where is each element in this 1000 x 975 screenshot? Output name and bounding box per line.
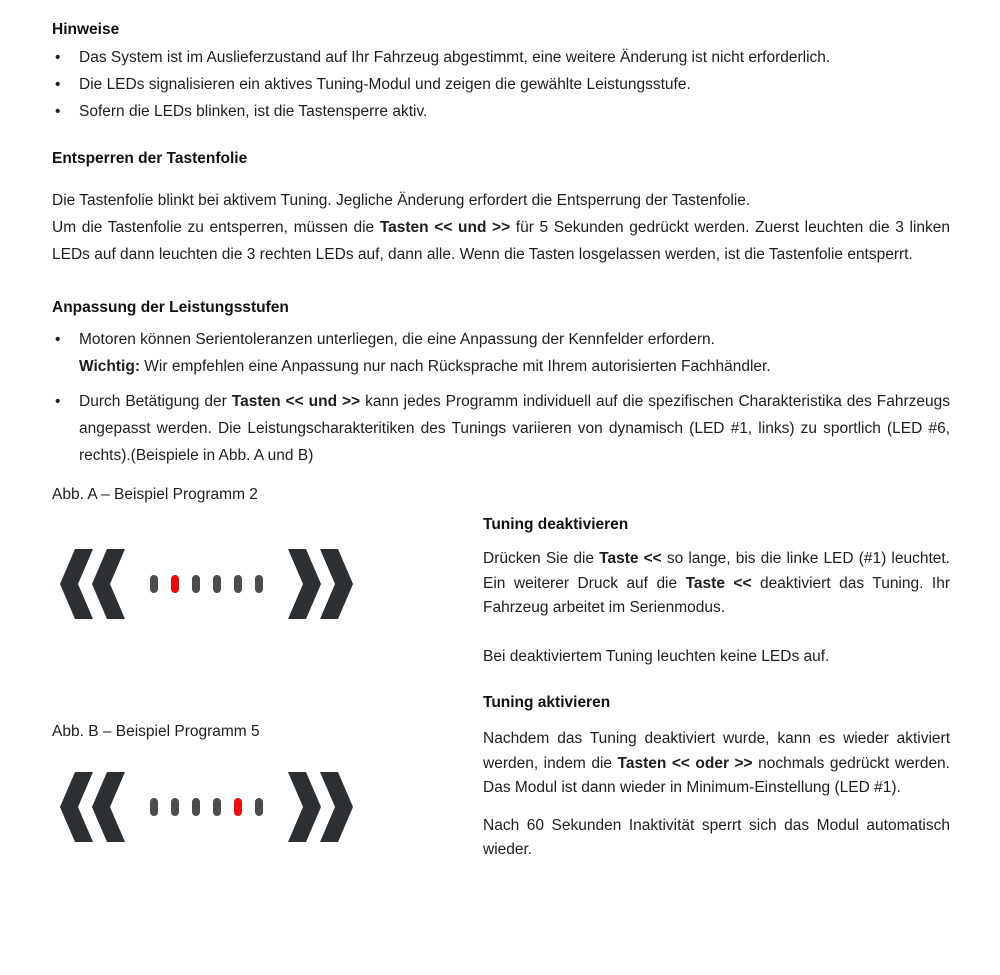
bullet-item: • Das System ist im Auslieferzustand auf Ihr Fahrzeug abgestimmt, eine weitere Änderung ist nicht erforderlich. bbox=[52, 44, 950, 71]
section-heading-entsperren: Entsperren der Tastenfolie bbox=[52, 150, 248, 167]
bullet-item: • Motoren können Serientoleranzen unterliegen, die eine Anpassung der Kennfelder erfordern. Wichtig: Wir empfehlen eine Anpassung nur nach Rücksprache mit Ihrem autorisierten Fachhändler. bbox=[52, 326, 950, 380]
deaktivieren-paragraph: Drücken Sie die Taste << so lange, bis die linke LED (#1) leuchtet. Ein weiterer Druck auf die Taste << deaktiviert das Tuning. Ihr Fahrzeug arbeitet im Serienmodus. bbox=[483, 550, 950, 616]
led-display-figure-a bbox=[60, 549, 483, 619]
instructions-column bbox=[483, 485, 950, 863]
double-chevron-left-icon bbox=[60, 772, 125, 842]
figures-and-instructions bbox=[52, 485, 950, 863]
aktivieren-paragraph: Nachdem das Tuning deaktiviert wurde, kann es wieder aktiviert werden, indem die Tasten << oder >> nochmals gedrückt werden. Das Modul ist dann wieder in Minimum-Einstellung (LED #1). bbox=[483, 730, 950, 796]
section-heading-anpassung: Anpassung der Leistungsstufen bbox=[52, 299, 289, 316]
led-6 bbox=[255, 798, 263, 816]
anpassung-bullet-list bbox=[52, 326, 950, 469]
led-2 bbox=[171, 798, 179, 816]
heading-tuning-deaktivieren: Tuning deaktivieren bbox=[483, 516, 629, 533]
double-chevron-right-icon bbox=[288, 549, 353, 619]
led-5 bbox=[234, 575, 242, 593]
led-row bbox=[150, 798, 263, 816]
bullet-item: • Die LEDs signalisieren ein aktives Tuning-Modul und zeigen die gewählte Leistungsstufe. bbox=[52, 71, 950, 98]
hinweise-bullet-list bbox=[52, 44, 950, 125]
led-1 bbox=[150, 798, 158, 816]
bullet-item: • Sofern die LEDs blinken, ist die Tastensperre aktiv. bbox=[52, 98, 950, 125]
led-4 bbox=[213, 575, 221, 593]
led-row bbox=[150, 575, 263, 593]
figure-a-caption: Abb. A – Beispiel Programm 2 bbox=[52, 486, 258, 503]
double-chevron-right-icon bbox=[288, 772, 353, 842]
led-3 bbox=[192, 575, 200, 593]
double-chevron-left-icon bbox=[60, 549, 125, 619]
figure-b-caption: Abb. B – Beispiel Programm 5 bbox=[52, 723, 260, 740]
led-5-active bbox=[234, 798, 242, 816]
led-display-figure-b bbox=[60, 772, 483, 842]
entsperren-paragraph: Die Tastenfolie blinkt bei aktivem Tuning. Jegliche Änderung erfordert die Entsperrung der Tastenfolie. Um die Tastenfolie zu entsperren, müssen die Tasten << und >> für 5 Sekunden gedrückt werden. Zuerst leuchten die 3 linken LEDs auf dann leuchten die 3 rechten LEDs auf, dann alle. Wenn die Tasten losgelassen werden, ist die Tastenfolie entsperrt. bbox=[52, 192, 950, 263]
bullet-item: • Durch Betätigung der Tasten << und >> kann jedes Programm individuell auf die spezifischen Charakteristika des Fahrzeugs angepasst werden. Die Leistungscharakteritiken des Tunings variieren von dynamisch (LED #1, links) zu sportlich (LED #6, rechts).(Beispiele in Abb. A und B) bbox=[52, 388, 950, 469]
led-4 bbox=[213, 798, 221, 816]
led-1 bbox=[150, 575, 158, 593]
led-3 bbox=[192, 798, 200, 816]
aktivieren-note: Nach 60 Sekunden Inaktivität sperrt sich das Modul automatisch wieder. bbox=[483, 816, 950, 858]
deaktivieren-note: Bei deaktiviertem Tuning leuchten keine LEDs auf. bbox=[483, 647, 830, 665]
heading-tuning-aktivieren: Tuning aktivieren bbox=[483, 694, 611, 711]
led-2-active bbox=[171, 575, 179, 593]
led-6 bbox=[255, 575, 263, 593]
section-heading-hinweise: Hinweise bbox=[52, 21, 120, 38]
figures-column bbox=[52, 485, 483, 863]
